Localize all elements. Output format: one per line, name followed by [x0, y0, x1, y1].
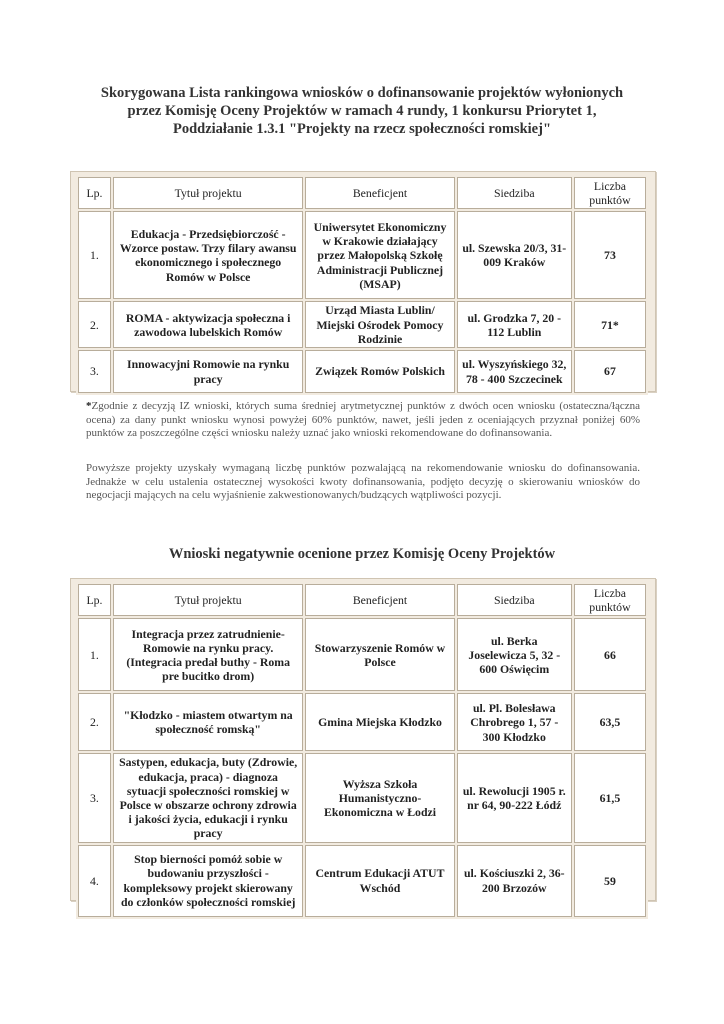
- cell-lp: 2.: [78, 693, 111, 751]
- table-row: [78, 211, 646, 299]
- ranking-table: [76, 175, 648, 395]
- document-title: [70, 84, 654, 138]
- cell-lp: 4.: [78, 845, 111, 917]
- cell-seat: ul. Szewska 20/3, 31-009 Kraków: [457, 211, 572, 299]
- recommendation-paragraph: Powyższe projekty uzyskały wymaganą liczbę punktów pozwalającą na rekomendowanie wniosku do dofinansowania. Jednakże w celu ustalenia ostatecznej wysokości kwoty dofinansowania, podjęto decyzję o skierowaniu wniosków do negocjacji mających na celu wyjaśnienie zakwestionowanych/budzących wątpliwości pozycji.: [86, 462, 640, 502]
- cell-beneficiary: Gmina Miejska Kłodzko: [305, 693, 454, 751]
- cell-seat: ul. Grodzka 7, 20 - 112 Lublin: [457, 301, 572, 348]
- table-row: [78, 301, 646, 348]
- cell-beneficiary: Centrum Edukacji ATUT Wschód: [305, 845, 454, 917]
- negative-table: [76, 582, 648, 919]
- footnote: [86, 400, 640, 441]
- cell-seat: ul. Kościuszki 2, 36-200 Brzozów: [457, 845, 572, 917]
- table-header-row: [78, 584, 646, 616]
- cell-points: 59: [574, 845, 646, 917]
- table-header-row: [78, 177, 646, 209]
- header-lp: Lp.: [78, 584, 111, 616]
- table-row: [78, 618, 646, 691]
- cell-title: Integracja przez zatrudnienie- Romowie na rynku pracy. (Integracia predał buthy - Roma pre bucitko drom): [113, 618, 303, 691]
- cell-title: ROMA - aktywizacja społeczna i zawodowa lubelskich Romów: [113, 301, 303, 348]
- header-beneficiary: Beneficjent: [305, 584, 454, 616]
- cell-title: Edukacja - Przedsiębiorczość - Wzorce postaw. Trzy filary awansu ekonomicznego i społecznego Romów w Polsce: [113, 211, 303, 299]
- header-beneficiary: Beneficjent: [305, 177, 454, 209]
- cell-seat: ul. Rewolucji 1905 r. nr 64, 90-222 Łódź: [457, 753, 572, 842]
- footnote-asterisk: *: [86, 400, 92, 412]
- table-row: [78, 845, 646, 917]
- cell-lp: 2.: [78, 301, 111, 348]
- cell-lp: 3.: [78, 350, 111, 393]
- cell-points: 61,5: [574, 753, 646, 842]
- cell-beneficiary: Wyższa Szkoła Humanistyczno-Ekonomiczna w Łodzi: [305, 753, 454, 842]
- cell-title: Stop bierności pomóż sobie w budowaniu przyszłości - kompleksowy projekt skierowany do członków społeczności romskiej: [113, 845, 303, 917]
- table-row: [78, 350, 646, 393]
- cell-seat: ul. Pl. Bolesława Chrobrego 1, 57 - 300 Kłodzko: [457, 693, 572, 751]
- footnote-text: Zgodnie z decyzją IZ wnioski, których suma średniej arytmetycznej punktów z dwóch ocen wniosku (ostateczna/łączna ocena) za dany punkt wniosku wynosi powyżej 60% punktów, nawet, jeśli jeden z oceniających przyznał poniżej 60% punktów za poszczególne części wniosku należy uznać jako wnioski rekomendowane do dofinansowania.: [86, 400, 640, 440]
- cell-points: 63,5: [574, 693, 646, 751]
- header-points: Liczba punktów: [574, 177, 646, 209]
- cell-seat: ul. Wyszyńskiego 32, 78 - 400 Szczecinek: [457, 350, 572, 393]
- header-points: Liczba punktów: [574, 584, 646, 616]
- header-title: Tytuł projektu: [113, 584, 303, 616]
- cell-beneficiary: Związek Romów Polskich: [305, 350, 454, 393]
- header-seat: Siedziba: [457, 584, 572, 616]
- cell-title: Sastypen, edukacja, buty (Zdrowie, edukacja, praca) - diagnoza sytuacji społeczności romskiej w Polsce w obszarze ochrony zdrowia i jakości życia, edukacji i rynku pracy: [113, 753, 303, 842]
- cell-points: 67: [574, 350, 646, 393]
- cell-points: 71*: [574, 301, 646, 348]
- cell-lp: 1.: [78, 211, 111, 299]
- cell-title: "Kłodzko - miastem otwartym na społeczność romską": [113, 693, 303, 751]
- cell-beneficiary: Stowarzyszenie Romów w Polsce: [305, 618, 454, 691]
- table-row: [78, 693, 646, 751]
- header-lp: Lp.: [78, 177, 111, 209]
- cell-lp: 3.: [78, 753, 111, 842]
- cell-title: Innowacyjni Romowie na rynku pracy: [113, 350, 303, 393]
- header-seat: Siedziba: [457, 177, 572, 209]
- cell-seat: ul. Berka Joselewicza 5, 32 - 600 Oświęcim: [457, 618, 572, 691]
- cell-lp: 1.: [78, 618, 111, 691]
- table-row: [78, 753, 646, 842]
- header-title: Tytuł projektu: [113, 177, 303, 209]
- negative-section-title: Wnioski negatywnie ocenione przez Komisję Oceny Projektów: [168, 546, 556, 562]
- document-title-line-1: Skorygowana Lista rankingowa wniosków o dofinansowanie projektów wyłonionych: [100, 85, 624, 101]
- cell-points: 66: [574, 618, 646, 691]
- cell-points: 73: [574, 211, 646, 299]
- cell-beneficiary: Urząd Miasta Lublin/ Miejski Ośrodek Pomocy Rodzinie: [305, 301, 454, 348]
- document-title-line-3: Poddziałanie 1.3.1 "Projekty na rzecz społeczności romskiej": [172, 121, 551, 137]
- document-title-line-2: przez Komisję Oceny Projektów w ramach 4 rundy, 1 konkursu Priorytet 1,: [127, 103, 597, 119]
- cell-beneficiary: Uniwersytet Ekonomiczny w Krakowie działający przez Małopolską Szkołę Administracji Publicznej (MSAP): [305, 211, 454, 299]
